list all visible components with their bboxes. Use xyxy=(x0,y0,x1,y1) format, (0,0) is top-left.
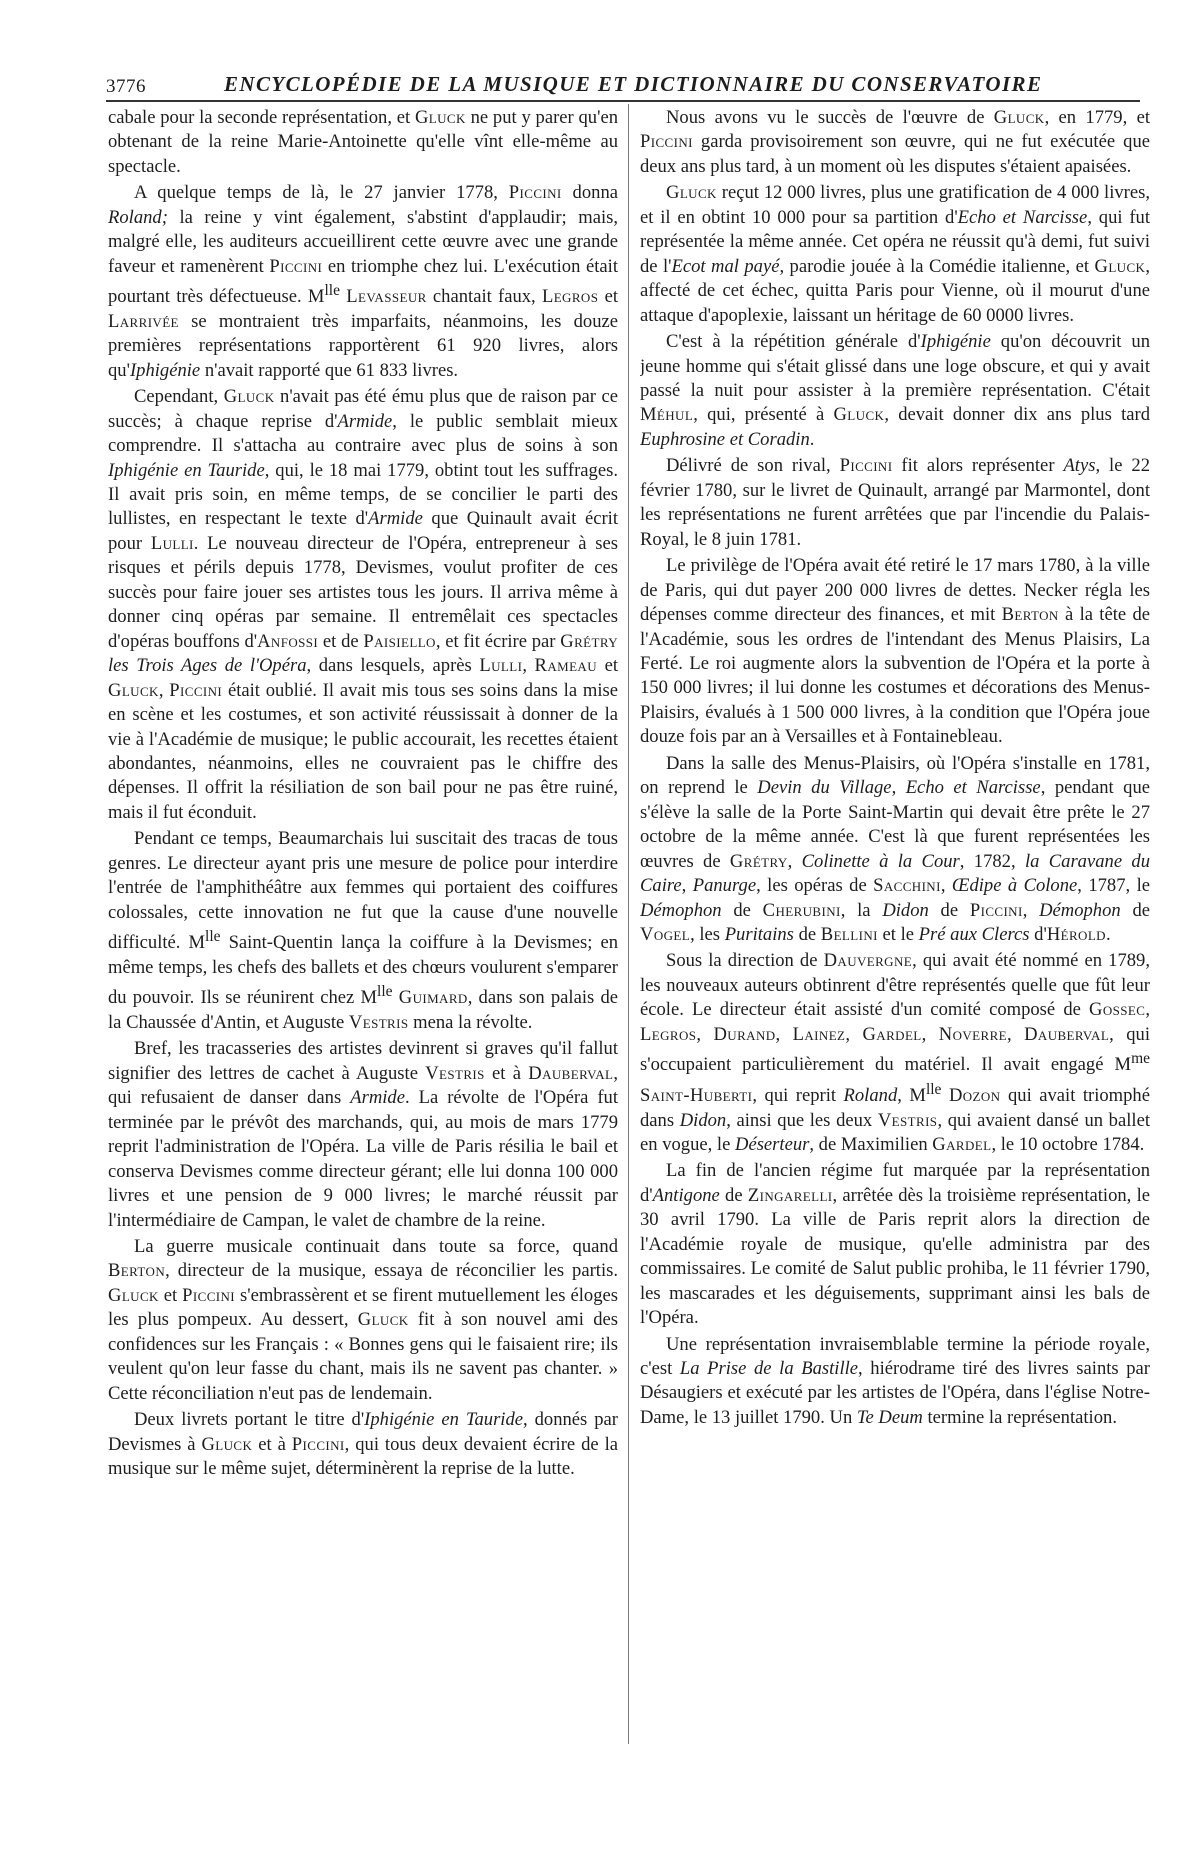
paragraph: C'est à la répétition générale d'Iphigénie qu'on découvrit un jeune homme qui s'était glissé dans une loge obscure, et qui y avait passé la nuit pour assister à la première représentation. C'était Méhul, qui, présenté à Gluck, devait donner dix ans plus tard Euphrosine et Coradin. xyxy=(640,331,1150,450)
paragraph: La fin de l'ancien régime fut marquée par la représentation d'Antigone de Zingarelli, arrêtée dès la troisième représentation, le 30 avril 1790. La ville de Paris reprit alors la direction de l'Académie royale de musique, qu'elle administra par des commissaires. Le comité de Salut public prohiba, le 11 février 1790, les mascarades et les déguisements, supprimant ainsi les bals de l'Opéra. xyxy=(640,1160,1150,1329)
paragraph: Délivré de son rival, Piccini fit alors représenter Atys, le 22 février 1780, sur le livret de Quinault, arrangé par Marmontel, dont les représentations ne furent arrêtées que par l'incendie du Palais-Royal, le 8 juin 1781. xyxy=(640,455,1150,550)
paragraph: Bref, les tracasseries des artistes devinrent si graves qu'il fallut signifier des lettres de cachet à Auguste Vestris et à Dauberval, qui refusaient de danser dans Armide. La révolte de l'Opéra fut terminée par le prévôt des marchands, qui, au mois de mars 1779 reprit l'administration de l'Opéra. La ville de Paris résilia le bail et conserva Devismes comme directeur gérant; elle lui donna 100 000 livres et une pension de 9 000 livres; le marché réussit par l'intermédiaire de Campan, le valet de chambre de la reine. xyxy=(108,1038,618,1231)
paragraph: Pendant ce temps, Beaumarchais lui suscitait des tracas de tous genres. Le directeur ayant pris une mesure de police pour interdire l'entrée de l'amphithéâtre aux femmes qui portaient des coiffures colossales, cette innovation ne fut que la cause d'une nouvelle difficulté. $M^{lle}$ Saint-Quentin lança la coiffure à la Devismes; en même temps, les chefs des ballets et des chœurs voulurent s'emparer du pouvoir. Ils se réunirent chez $M^{lle}$ Guimard, dans son palais de la Chaussée d'Antin, et Auguste Vestris mena la révolte. xyxy=(108,828,618,1033)
paragraph: Deux livrets portant le titre d'Iphigénie en Tauride, donnés par Devismes à Gluck et à Piccini, qui tous deux devaient écrire de la musique sur le même sujet, déterminèrent la reprise de la lutte. xyxy=(108,1409,618,1480)
paragraph: Sous la direction de Dauvergne, qui avait été nommé en 1789, les nouveaux auteurs obtinrent d'être représentés quelle que fût leur école. Le directeur était assisté d'un comité composé de Gossec, Legros, Durand, Lainez, Gardel, Noverre, Dauberval, qui s'occupaient particulièrement du matériel. Il avait engagé $M^{me}$ Saint-Huberti, qui reprit Roland, $M^{lle}$ Dozon qui avait triomphé dans Didon, ainsi que les deux Vestris, qui avaient dansé un ballet en vogue, le Déserteur, de Maximilien Gardel, le 10 octobre 1784. xyxy=(640,950,1150,1155)
paragraph: Une représentation invraisemblable termine la période royale, c'est La Prise de la Bastille, hiérodrame tiré des livres saints par Désaugiers et exécuté par les artistes de l'Opéra, dans l'église Notre-Dame, le 13 juillet 1790. Un Te Deum termine la représentation. xyxy=(640,1333,1150,1428)
paragraph: Le privilège de l'Opéra avait été retiré le 17 mars 1780, à la ville de Paris, qui dut payer 200 000 livres de dettes. Necker régla les dépenses comme directeur des finances, et mit Berton à la tête de l'Académie, sous les ordres de l'intendant des Menus Plaisirs, La Ferté. Le roi augmente alors la subvention de l'Opéra et la porte à 150 000 livres; il lui donne les costumes et décorations des Menus-Plaisirs, évalués à 1 500 000 livres, à la condition que l'Opéra joue douze fois par an à Versailles et à Fontainebleau. xyxy=(640,555,1150,748)
paragraph: cabale pour la seconde représentation, et Gluck ne put y parer qu'en obtenant de la reine Marie-Antoinette qu'elle vînt elle-même au spectacle. xyxy=(108,107,618,177)
right-text-column xyxy=(640,106,1150,1836)
paragraph: Cependant, Gluck n'avait pas été ému plus que de raison par ce succès; à chaque reprise d'Armide, le public semblait mieux comprendre. Il s'attacha au contraire avec plus de soins à son Iphigénie en Tauride, qui, le 18 mai 1779, obtint tout les suffrages. Il avait pris soin, en même temps, de se concilier le parti des lullistes, en respectant le texte d'Armide que Quinault avait écrit pour Lulli. Le nouveau directeur de l'Opéra, entrepreneur à ses risques et périls depuis 1778, Devismes, voulut profiter de ces succès pour faire jouer ses artistes tous les jours. Il arriva même à donner cinq opéras par semaine. Il entremêlait ces spectacles d'opéras bouffons d'Anfossi et de Paisiello, et fit écrire par Grétry les Trois Ages de l'Opéra, dans lesquels, après Lulli, Rameau et Gluck, Piccini était oublié. Il avait mis tous ses soins dans la mise en scène et les costumes, et son activité réussissait à donner de la vie à l'Académie de musique; le public accourait, les recettes étaient abondantes, néanmoins, elles ne couvraient pas le chiffre des dépenses. Il offrit la résiliation de son bail pour ne pas être ruiné, mais il fut éconduit. xyxy=(108,386,618,823)
paragraph: Gluck reçut 12 000 livres, plus une gratification de 4 000 livres, et il en obtint 10 000 pour sa partition d'Echo et Narcisse, qui fut représentée la même année. Cet opéra ne réussit qu'à demi, fut suivi de l'Ecot mal payé, parodie jouée à la Comédie italienne, et Gluck, affecté de cet échec, quitta Paris pour Vienne, où il mourut d'une attaque d'apoplexie, laissant un héritage de 60 0000 livres. xyxy=(640,182,1150,326)
paragraph: A quelque temps de là, le 27 janvier 1778, Piccini donna Roland; la reine y vint également, s'abstint d'applaudir; mais, malgré elle, les auditeurs accueillirent cette œuvre avec une grande faveur et ramenèrent Piccini en triomphe chez lui. L'exécution était pourtant très défectueuse. $M^{lle}$ Levasseur chantait faux, Legros et Larrivée se montraient très imparfaits, néanmoins, les douze premières représentations rapportèrent 61 920 livres, alors qu'Iphigénie n'avait rapporté que 61 833 livres. xyxy=(108,182,618,381)
paragraph: Dans la salle des Menus-Plaisirs, où l'Opéra s'installe en 1781, on reprend le Devin du Village, Echo et Narcisse, pendant que s'élève la salle de la Porte Saint-Martin qui devait être prête le 27 octobre de la même année. C'est là que furent représentées les œuvres de Grétry, Colinette à la Cour, 1782, la Caravane du Caire, Panurge, les opéras de Sacchini, Œdipe à Colone, 1787, le Démophon de Cherubini, la Didon de Piccini, Démophon de Vogel, les Puritains de Bellini et le Pré aux Clercs d'Hérold. xyxy=(640,752,1150,945)
paragraph: Nous avons vu le succès de l'œuvre de Gluck, en 1779, et Piccini garda provisoirement son œuvre, qui ne fut exécutée que deux ans plus tard, à un moment où les disputes s'étaient apaisées. xyxy=(640,107,1150,177)
page-number: 3776 xyxy=(106,76,146,97)
page-header xyxy=(106,70,1140,102)
paragraph: La guerre musicale continuait dans toute sa force, quand Berton, directeur de la musique, essaya de réconcilier les partis. Gluck et Piccini s'embrassèrent et se firent mutuellement les éloges les plus pompeux. Au dessert, Gluck fit à son nouvel ami des confidences sur les Français : « Bonnes gens qui le faisaient rire; ils veulent qu'on leur fasse du chant, mais ils ne savent pas chanter. » Cette réconciliation n'eut pas de lendemain. xyxy=(108,1235,618,1404)
left-text-column xyxy=(108,106,618,1836)
column-divider xyxy=(628,104,629,1744)
running-title: ENCYCLOPÉDIE DE LA MUSIQUE ET DICTIONNAIRE DU CONSERVATOIRE xyxy=(224,72,1043,96)
